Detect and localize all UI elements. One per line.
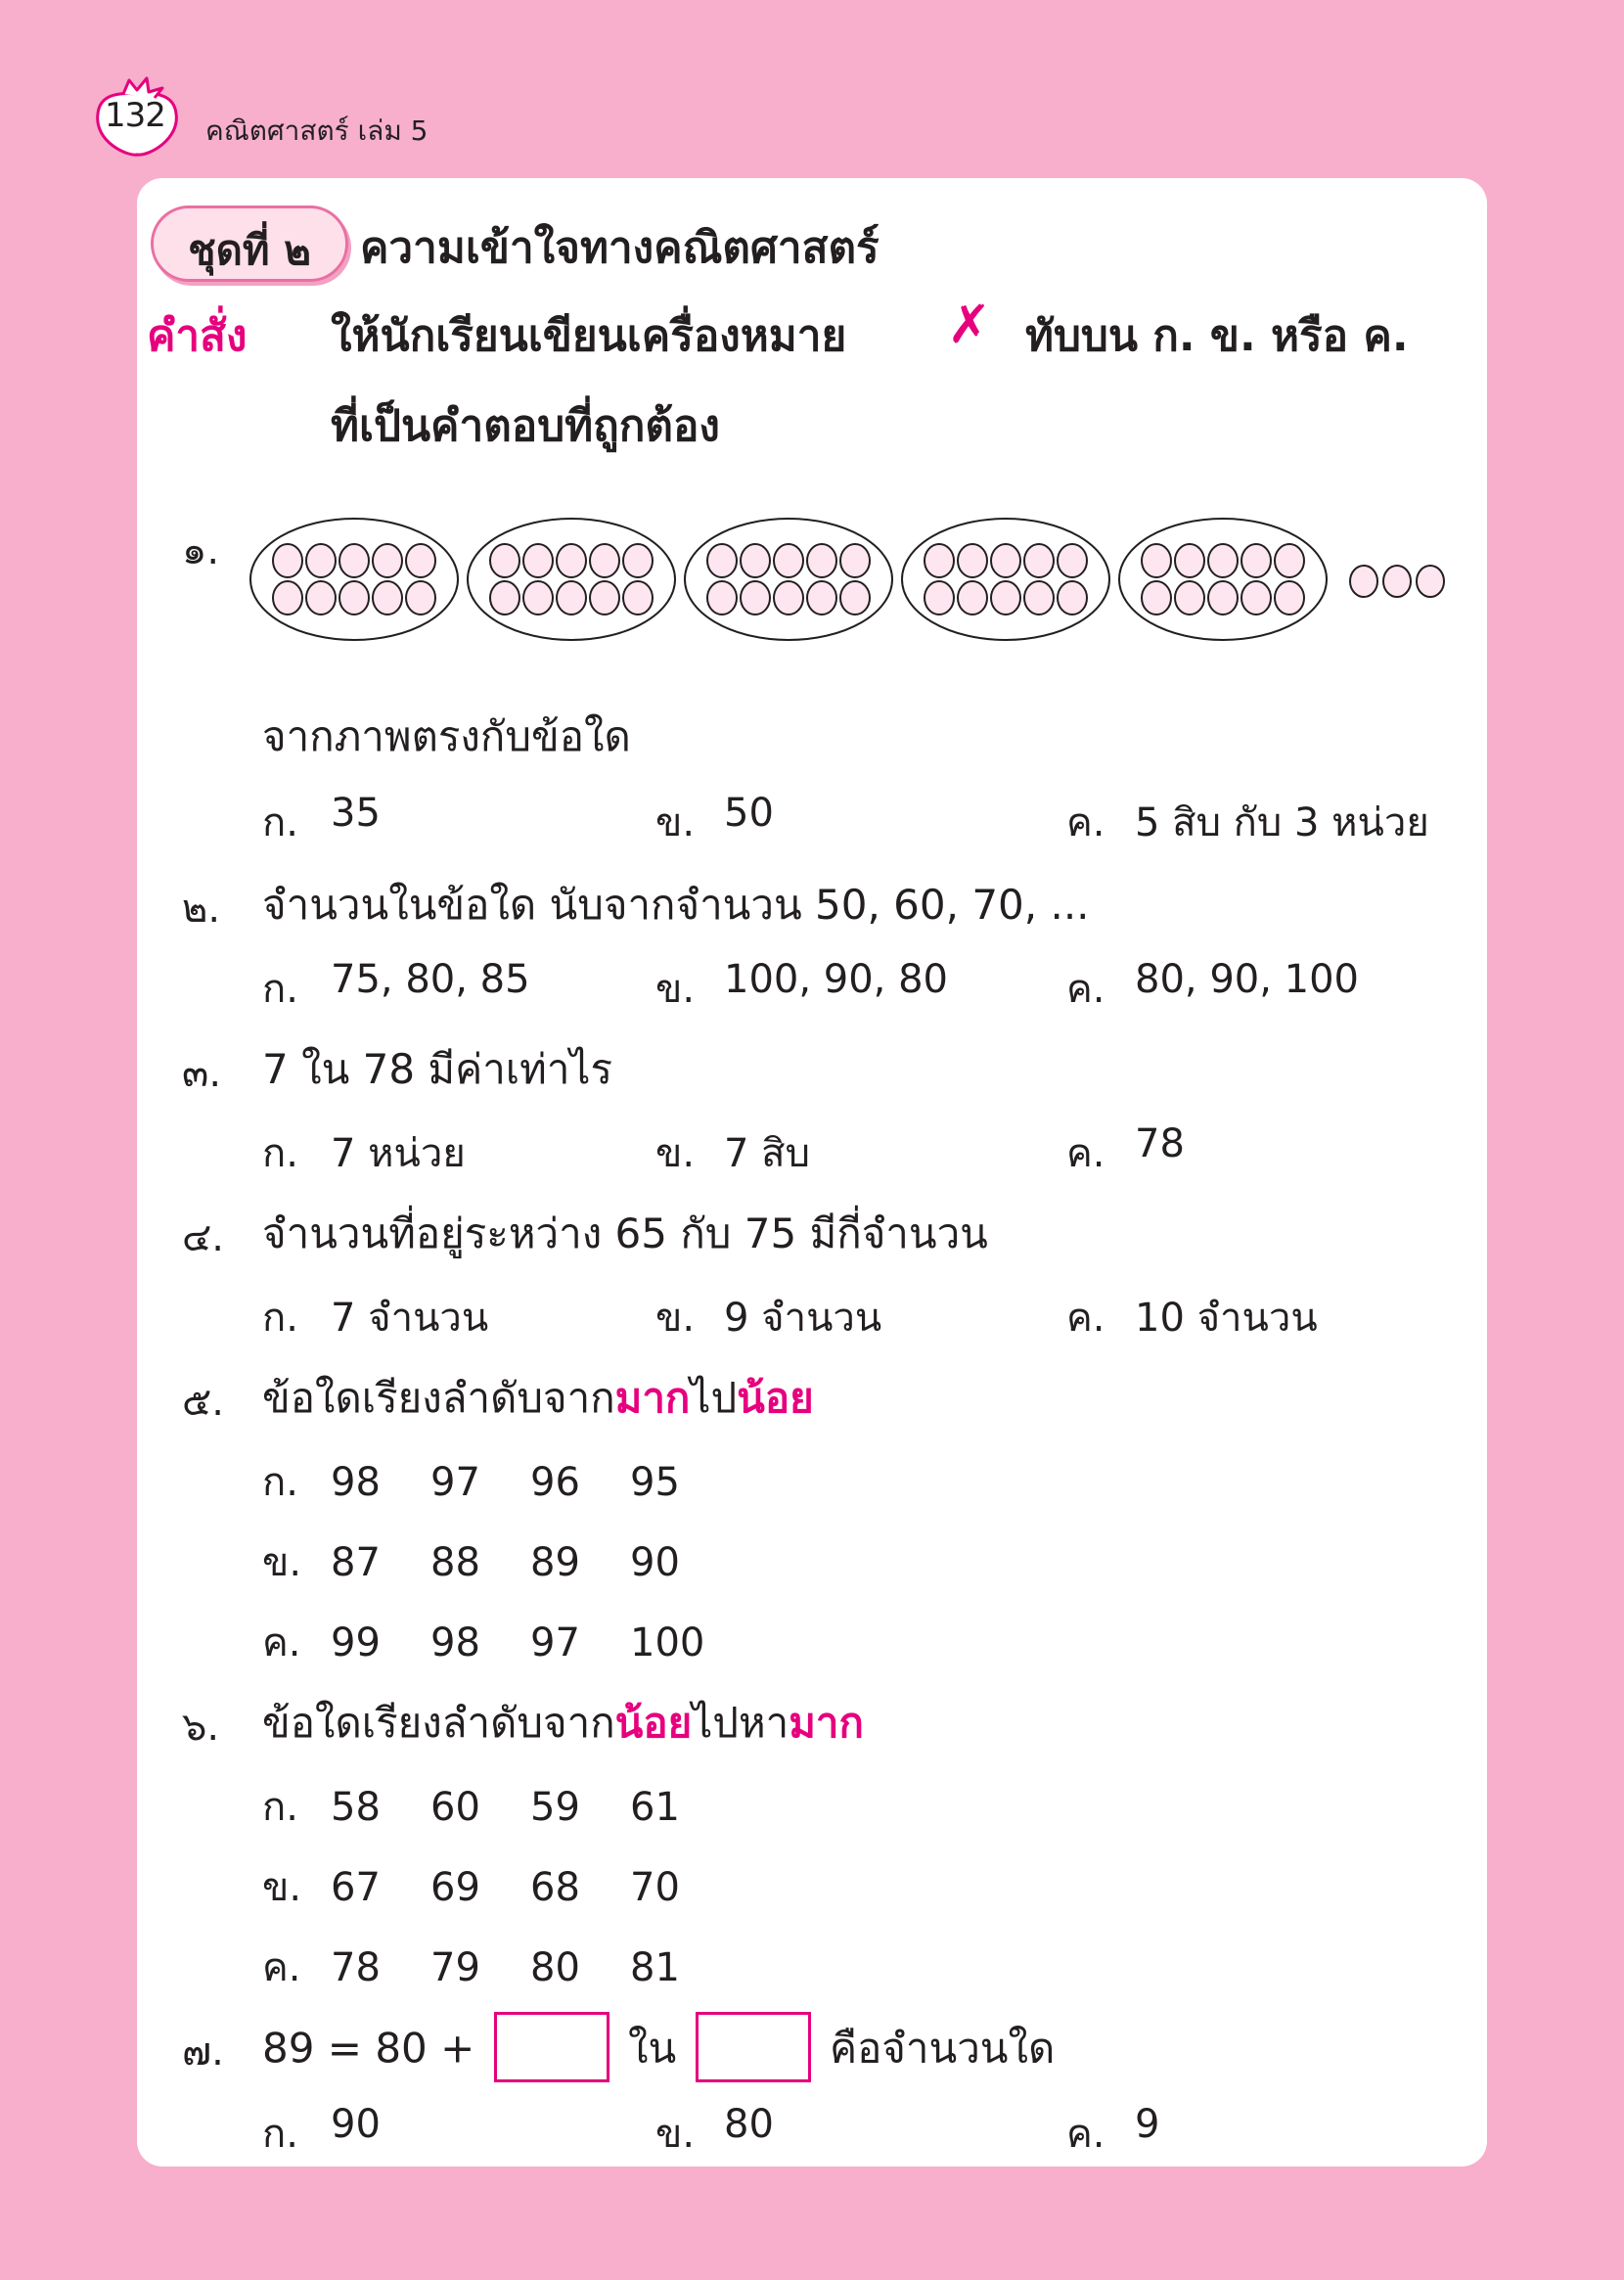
question-text [262, 1366, 814, 1431]
egg-icon [373, 581, 402, 615]
egg-icon [1383, 566, 1411, 597]
egg-icon [774, 581, 803, 615]
option-label: ก. [262, 1460, 298, 1505]
question-number: ๓. [182, 1051, 222, 1096]
egg-icon [774, 544, 803, 577]
option-value: 75, 80, 85 [331, 957, 530, 1002]
option-label: ข. [655, 2112, 696, 2157]
egg-icon [741, 581, 770, 615]
row-value: 98 [331, 1460, 381, 1505]
row-value: 100 [630, 1620, 705, 1665]
page-number: 132 [105, 96, 165, 135]
row-value: 60 [430, 1785, 480, 1830]
option-label: ข. [655, 1296, 696, 1341]
book-title: คณิตศาสตร์ เล่ม 5 [205, 114, 429, 147]
row-value: 58 [331, 1785, 381, 1830]
egg-icon [306, 581, 336, 615]
row-value: 67 [331, 1865, 381, 1910]
row-value: 70 [630, 1865, 680, 1910]
option-value: 80 [724, 2102, 774, 2147]
option-value: 90 [331, 2102, 381, 2147]
row-value: 81 [630, 1945, 680, 1990]
option-label: ค. [262, 1620, 301, 1665]
egg-icon [1275, 581, 1304, 615]
row-value: 89 [530, 1540, 580, 1585]
option-label: ข. [655, 967, 696, 1012]
question-number: ๔. [182, 1215, 224, 1260]
egg-icon [1058, 581, 1087, 615]
question-number: ๗. [182, 2029, 224, 2075]
question-number: ๕. [182, 1380, 224, 1425]
egg-icon [557, 544, 586, 577]
egg-icon [991, 581, 1020, 615]
row-value: 99 [331, 1620, 381, 1665]
option-value: 9 [1135, 2102, 1160, 2147]
section-title: ความเข้าใจทางคณิตศาสตร์ [360, 223, 880, 273]
option-value: 50 [724, 791, 774, 836]
eggs-picture [248, 511, 1481, 648]
egg-icon [1208, 581, 1238, 615]
option-row [262, 1611, 730, 1673]
option-value: 7 จำนวน [331, 1296, 489, 1341]
option-value: 7 หน่วย [331, 1131, 466, 1176]
option-label: ค. [1066, 800, 1105, 845]
option-value: 80, 90, 100 [1135, 957, 1360, 1002]
question-number: ๖. [182, 1705, 220, 1750]
option-value: 35 [331, 791, 381, 836]
egg-icon [1275, 544, 1304, 577]
egg-icon [807, 544, 836, 577]
question-text-part: ไป [690, 1374, 738, 1422]
instruction-line-1b: ทับบน ก. ข. หรือ ค. [1025, 311, 1409, 361]
egg-icon [840, 544, 870, 577]
option-label: ก. [262, 1131, 298, 1176]
set-label: ชุดที่ ๒ [188, 226, 311, 274]
option-value: 5 สิบ กับ 3 หน่วย [1135, 800, 1429, 845]
egg-icon [807, 581, 836, 615]
option-label: ข. [262, 1865, 302, 1910]
row-value: 68 [530, 1865, 580, 1910]
question-text: จากภาพตรงกับข้อใด [262, 712, 631, 760]
option-value: 7 สิบ [724, 1131, 810, 1176]
egg-icon [623, 544, 653, 577]
egg-icon [1024, 544, 1054, 577]
egg-icon [373, 544, 402, 577]
egg-icon [523, 544, 553, 577]
option-row [262, 1855, 730, 1918]
cross-mark-icon: ✗ [947, 294, 992, 355]
question-text: จำนวนที่อยู่ระหว่าง 65 กับ 75 มีกี่จำนวน [262, 1209, 988, 1257]
egg-icon [1241, 544, 1271, 577]
row-value: 90 [630, 1540, 680, 1585]
option-label: ค. [1066, 2112, 1105, 2157]
egg-icon [590, 581, 619, 615]
instruction-line-2: ที่เป็นคำตอบที่ถูกต้อง [331, 401, 720, 451]
row-value: 80 [530, 1945, 580, 1990]
question-text-part: ไปหา [692, 1699, 789, 1747]
row-value: 59 [530, 1785, 580, 1830]
highlight-more: มาก [614, 1374, 691, 1422]
option-label: ก. [262, 967, 298, 1012]
row-value: 87 [331, 1540, 381, 1585]
row-value: 98 [430, 1620, 480, 1665]
row-value: 78 [331, 1945, 381, 1990]
egg-icon [490, 581, 519, 615]
answer-box[interactable] [696, 2012, 811, 2082]
option-value: 100, 90, 80 [724, 957, 949, 1002]
egg-icon [991, 544, 1020, 577]
question-number: ๑. [182, 528, 220, 573]
question-text [262, 2016, 1055, 2086]
option-label: ข. [655, 800, 696, 845]
option-label: ค. [262, 1945, 301, 1990]
egg-icon [590, 544, 619, 577]
egg-icon [707, 581, 737, 615]
egg-icon [339, 544, 369, 577]
egg-icon [741, 544, 770, 577]
row-value: 88 [430, 1540, 480, 1585]
option-row [262, 1530, 730, 1593]
egg-icon [406, 581, 435, 615]
egg-icon [1024, 581, 1054, 615]
group-of-ten-outline [685, 519, 892, 640]
question-text-part: ใน [628, 2024, 677, 2073]
instruction-label: คำสั่ง [147, 311, 248, 361]
option-label: ก. [262, 1785, 298, 1830]
row-value: 96 [530, 1460, 580, 1505]
egg-icon [523, 581, 553, 615]
group-of-ten-outline [468, 519, 675, 640]
egg-icon [925, 581, 954, 615]
egg-icon [958, 581, 987, 615]
question-text: 7 ใน 78 มีค่าเท่าไร [262, 1045, 613, 1093]
question-text-part: ข้อใดเรียงลำดับจาก [262, 1374, 615, 1422]
worksheet-card [137, 178, 1487, 2166]
highlight-more: มาก [789, 1699, 864, 1747]
option-label: ข. [262, 1540, 302, 1585]
row-value: 97 [530, 1620, 580, 1665]
egg-icon [1417, 566, 1444, 597]
egg-icon [557, 581, 586, 615]
question-text: จำนวนในข้อใด นับจากจำนวน 50, 60, 70, ... [262, 881, 1090, 929]
egg-icon [1241, 581, 1271, 615]
option-row [262, 1775, 730, 1838]
question-text [262, 1691, 864, 1756]
highlight-less: น้อย [614, 1699, 693, 1747]
option-value: 78 [1135, 1121, 1185, 1166]
egg-icon [406, 544, 435, 577]
row-value: 69 [430, 1865, 480, 1910]
egg-icon [1142, 544, 1171, 577]
row-value: 61 [630, 1785, 680, 1830]
option-value: 9 จำนวน [724, 1296, 882, 1341]
egg-icon [707, 544, 737, 577]
group-of-ten-outline [1119, 519, 1327, 640]
answer-box[interactable] [494, 2012, 609, 2082]
egg-icon [1208, 544, 1238, 577]
set-label-badge [151, 205, 348, 282]
question-text-part: ข้อใดเรียงลำดับจาก [262, 1699, 615, 1747]
option-value: 10 จำนวน [1135, 1296, 1318, 1341]
egg-icon [1142, 581, 1171, 615]
egg-icon [958, 544, 987, 577]
question-text-part: คือจำนวนใด [829, 2024, 1056, 2073]
egg-icon [490, 544, 519, 577]
egg-icon [339, 581, 369, 615]
page-header [90, 61, 501, 168]
option-label: ค. [1066, 967, 1105, 1012]
option-row [262, 1936, 730, 1998]
egg-icon [1175, 581, 1204, 615]
instruction-line-1a: ให้นักเรียนเขียนเครื่องหมาย [331, 311, 847, 361]
row-value: 95 [630, 1460, 680, 1505]
egg-icon [623, 581, 653, 615]
egg-icon [925, 544, 954, 577]
egg-icon [273, 581, 302, 615]
egg-icon [1175, 544, 1204, 577]
option-row [262, 1450, 730, 1513]
egg-icon [273, 544, 302, 577]
option-label: ค. [1066, 1131, 1105, 1176]
egg-icon [306, 544, 336, 577]
option-label: ก. [262, 1296, 298, 1341]
egg-icon [1350, 566, 1377, 597]
group-of-ten-outline [250, 519, 458, 640]
row-value: 97 [430, 1460, 480, 1505]
egg-icon [1058, 544, 1087, 577]
equation-text: 89 = 80 + [262, 2024, 475, 2073]
option-label: ข. [655, 1131, 696, 1176]
question-number: ๒. [182, 887, 221, 932]
option-label: ก. [262, 2112, 298, 2157]
row-value: 79 [430, 1945, 480, 1990]
group-of-ten-outline [902, 519, 1109, 640]
option-label: ก. [262, 800, 298, 845]
option-label: ค. [1066, 1296, 1105, 1341]
highlight-less: น้อย [737, 1374, 814, 1422]
egg-icon [840, 581, 870, 615]
